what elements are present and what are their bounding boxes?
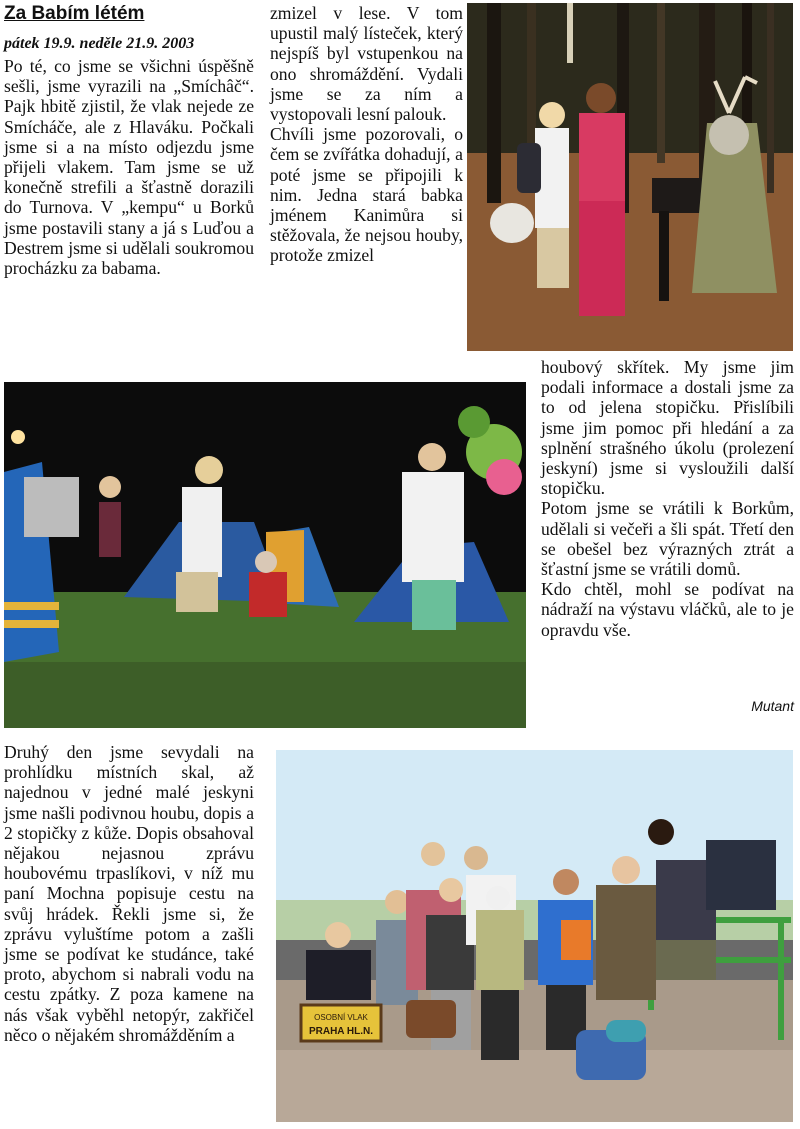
photo-group-station [276, 750, 793, 1122]
paragraph: Potom jsme se vrátili k Borkům, udělali si večeři a šli spát. Třetí den se obešel bez výrazných ztrát a šťastní jsme se vrátili domů. [541, 498, 794, 580]
paragraph: Po té, co jsme se všichni úspěšně sešli, jsme vyrazili na „Smíchâč“. Pajk hbitě zjistil, že vlak nejede ze Smícháče, ale z Hlaváku. Počkali jsme si a na místo odjezdu jsme přijeli vlakem. Tam jsme se už konečně strefili a šťastně dorazili do Turnova. V „kempu“ u Borků jsme postavili stany a já s Luďou a Destrem jsme si udělali soukromou procházku za babama. [4, 56, 254, 279]
text-column-3 [541, 357, 794, 640]
photo-forest-deer [467, 3, 793, 351]
text-column-2 [270, 3, 463, 266]
article-title: Za Babím létém [4, 3, 145, 24]
station-sign-line2: PRAHA HL.N. [308, 1026, 374, 1037]
text-column-1 [4, 56, 254, 278]
paragraph: Chvíli jsme pozorovali, o čem se zvířátka dohadují, a poté jsme se připojili k nim. Jedna stará babka jménem Kanimůra si stěžovala, že nejsou houby, protože zmizel [270, 124, 463, 266]
text-column-4 [4, 742, 254, 1045]
article-date: pátek 19.9. neděle 21.9. 2003 [4, 35, 195, 52]
paragraph: zmizel v lese. V tom upustil malý lísteček, který nejspíš byl vstupenkou na ono shromáždění. Vydali jsme se za ním a vystopovali lesní palouk. [270, 3, 463, 125]
paragraph: houbový skřítek. My jsme jim podali informace a dostali jsme za to od jelena stopičku. Přislíbili jsme jim pomoc při hledání a za splnění strašného úkolu (prolezení jeskyní) jsme si vysloužili další stopičku. [541, 357, 794, 499]
author-signature: Mutant [751, 698, 794, 714]
paragraph: Druhý den jsme sevydali na prohlídku místních skal, až najednou v jedné malé jeskyni jsme našli podivnou houbu, dopis a 2 stopičky z kůže. Dopis obsahoval nějakou nejasnou zprávu houbovému trpaslíkovi, v níž mu paní Mochna popisuje cestu na svůj hrádek. Řekli jsme si, že zprávu vyluštíme potom a zašli jsme se podívat ke studánce, také proto, abychom si nabrali vodu na cestu zpátky. Z poza kamene na nás však vyběhl netopýr, zakřičel něco o nějakém shromážděním a [4, 742, 254, 1045]
photo-night-camp [4, 382, 526, 728]
station-sign-line1: OSOBNÍ VLAK [314, 1013, 368, 1022]
paragraph: Kdo chtěl, mohl se podívat na nádraží na výstavu vláčků, ale to je opravdu vše. [541, 579, 794, 640]
